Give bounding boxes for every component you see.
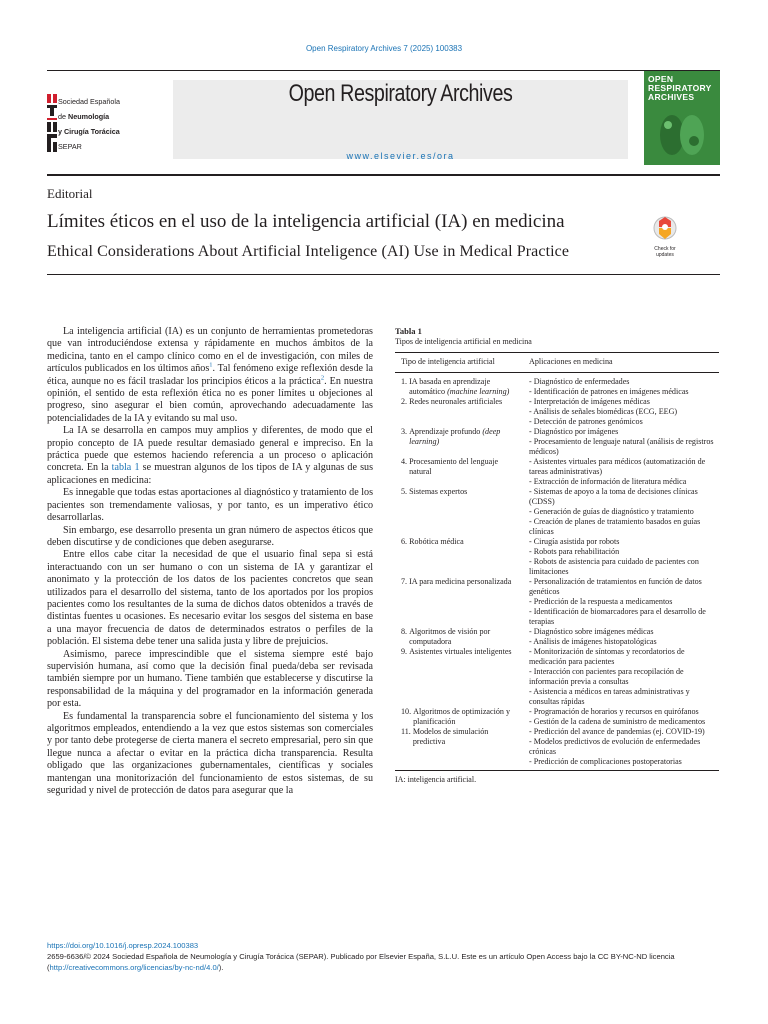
application-item: - Identificación de patrones en imágenes médicas	[529, 387, 689, 396]
ai-type-text: Modelos de simulación predictiva	[412, 727, 489, 746]
society-line-4: SEPAR	[58, 142, 82, 151]
paragraph-7: Es fundamental la transparencia sobre el funcionamiento del sistema y los algoritmos empleados, entendiendo a la vez que estos sistemas son comerciales y por tanto debe protegerse de cierta manera el secreto empresarial, pero sin que llegue nunca a afectar o evitar en la práctica dicha transparencia. Resulta obligado que las organizaciones gubernamentales, científicas y sociales mantengan una monitorización del funcionamiento de estos sistemas, de su seguridad y nivel de protección de datos para asegurar que la	[47, 710, 373, 797]
ai-type-cell	[395, 537, 523, 577]
table-row	[395, 647, 719, 707]
reference-1-link[interactable]: 1	[209, 361, 213, 369]
table-row	[395, 537, 719, 577]
crossmark-icon	[648, 215, 682, 241]
license-line	[47, 951, 720, 973]
application-item: - Robots de asistencia para cuidado de pacientes con limitaciones	[529, 557, 699, 576]
ai-type-cell	[395, 577, 523, 627]
ai-type-text: Algoritmos de optimización y planificación	[413, 707, 511, 726]
crossmark-label: Check for updates	[654, 246, 676, 258]
application-item: - Interpretación de imágenes médicas	[529, 397, 650, 406]
ai-type-text: Aprendizaje profundo	[409, 427, 483, 436]
ai-type-cell	[395, 457, 523, 487]
article-section: Editorial	[47, 186, 93, 201]
ai-type-english: (deep learning)	[409, 427, 501, 446]
reference-2-link[interactable]: 2	[320, 374, 325, 382]
ai-type-text: Procesamiento del lenguaje natural	[409, 457, 499, 476]
article-title-en: Ethical Considerations About Artificial Inteligence (AI) Use in Medical Practice	[47, 243, 570, 260]
title-bottom-rule	[47, 274, 720, 275]
applications-cell	[523, 707, 719, 727]
applications-cell	[523, 427, 719, 457]
p1-part-a: La inteligencia artificial (IA) es un conjunto de herramientas prometedoras que van introduciéndose extensa y rápidamente en muchos ámbitos de la medicina, tanto en el campo clínico como en el de investigación, con miles de artículos publicados en los últimos años	[47, 326, 373, 375]
application-item: - Procesamiento de lenguaje natural (análisis de registros médicos)	[529, 437, 714, 456]
body-text-column	[47, 326, 373, 797]
ai-type-number: 2.	[401, 397, 408, 406]
application-item: - Asistentes virtuales para médicos (automatización de tareas administrativas)	[529, 457, 706, 476]
applications-cell	[523, 577, 719, 627]
cover-title-line-3: ARCHIVES	[648, 92, 695, 102]
ai-type-number: 11.	[401, 727, 411, 736]
table-row	[395, 727, 719, 771]
table-header-row	[395, 353, 719, 373]
ai-type-number: 1.	[401, 377, 408, 386]
applications-cell	[523, 627, 719, 647]
ai-type-cell	[395, 487, 523, 537]
society-line-2-prefix: de	[58, 112, 68, 121]
society-line-1: Sociedad Española	[58, 97, 120, 106]
paragraph-2	[47, 425, 373, 487]
table-body	[395, 373, 719, 771]
table-header-apps: Aplicaciones en medicina	[529, 357, 613, 366]
application-item: - Generación de guías de diagnóstico y tratamiento	[529, 507, 694, 516]
applications-cell	[523, 647, 719, 707]
ai-type-cell	[395, 727, 523, 771]
journal-citation[interactable]: Open Respiratory Archives 7 (2025) 100383	[305, 44, 463, 53]
application-item: - Gestión de la cadena de suministro de medicamentos	[529, 717, 706, 726]
table-row	[395, 627, 719, 647]
ai-type-cell	[395, 707, 523, 727]
p2-part-b: se muestran algunos de los tipos de IA y algunas de sus aplicaciones en medicina:	[47, 462, 374, 486]
article-title-es: Límites éticos en el uso de la inteligencia artificial (IA) en medicina	[47, 211, 565, 232]
cover-lungs-icon	[654, 111, 710, 159]
ai-type-number: 7.	[401, 577, 408, 586]
ai-types-table	[395, 352, 719, 771]
ai-type-text: IA basada en aprendizaje automático	[409, 377, 491, 396]
application-item: - Diagnóstico de enfermedades	[529, 377, 630, 386]
application-item: - Interacción con pacientes para recopilación de información previa a consultas	[529, 667, 684, 686]
applications-cell	[523, 397, 719, 427]
ai-type-text: Sistemas expertos	[409, 487, 468, 496]
application-item: - Creación de planes de tratamiento basados en guías clínicas	[529, 517, 701, 536]
ai-type-number: 5.	[401, 487, 408, 496]
table-row	[395, 457, 719, 487]
ai-type-name	[407, 647, 519, 657]
application-item: - Diagnóstico sobre imágenes médicas	[529, 627, 654, 636]
table-header-type: Tipo de inteligencia artificial	[401, 357, 495, 366]
ai-type-cell	[395, 627, 523, 647]
society-line-2	[58, 109, 120, 124]
table-caption: Tipos de inteligencia artificial en medicina	[395, 337, 532, 346]
ai-type-number: 4.	[401, 457, 408, 466]
table-row	[395, 487, 719, 537]
application-item: - Análisis de imágenes histopatológicas	[529, 637, 657, 646]
paragraph-4: Sin embargo, ese desarrollo presenta un gran número de aspectos éticos que deben discutirse y de condiciones que deben asegurarse.	[47, 524, 373, 548]
table-1	[395, 326, 719, 784]
ai-type-text: Algoritmos de visión por computadora	[409, 627, 491, 646]
applications-cell	[523, 727, 719, 771]
paragraph-6: Asimismo, parece imprescindible que el sistema siempre esté bajo supervisión humana, así como que la decisión final pueda/deba ser revisada también siempre por un humano. Tiene también que establecerse y discutirse la responsabilidad de la máquina y del programador en la información generada por esta.	[47, 648, 373, 710]
application-item: - Robots para rehabilitación	[529, 547, 620, 556]
check-for-updates-button[interactable]	[648, 215, 682, 258]
page-footer	[47, 940, 720, 973]
application-item: - Sistemas de apoyo a la toma de decisiones clínicas (CDSS)	[529, 487, 698, 506]
ai-type-name	[407, 397, 519, 407]
application-item: - Predicción del avance de pandemias (ej. COVID-19)	[529, 727, 705, 736]
application-item: - Programación de horarios y recursos en quirófanos	[529, 707, 699, 716]
ai-type-cell	[395, 427, 523, 457]
application-item: - Identificación de biomarcadores para el desarrollo de terapias	[529, 607, 706, 626]
cover-title	[648, 75, 712, 102]
license-text: 2659-6636/© 2024 Sociedad Española de Neumología y Cirugía Torácica (SEPAR). Publicado por Elsevier España, S.L.U. Este es un artículo Open Access bajo la CC BY-NC-ND licencia (	[47, 952, 675, 972]
header-bottom-rule	[47, 174, 720, 176]
header-top-rule	[47, 70, 720, 71]
ai-type-number: 10.	[401, 707, 412, 716]
table-1-link[interactable]: tabla 1	[111, 462, 140, 474]
table-row	[395, 707, 719, 727]
application-item: - Predicción de la respuesta a medicamentos	[529, 597, 673, 606]
cover-title-line-2: RESPIRATORY	[648, 83, 712, 93]
ai-type-name	[407, 577, 519, 587]
ai-type-cell	[395, 397, 523, 427]
ai-type-cell	[395, 647, 523, 707]
ai-type-name	[407, 377, 519, 397]
ai-type-name	[407, 427, 519, 447]
ai-type-number: 8.	[401, 627, 408, 636]
application-item: - Asistencia a médicos en tareas administrativas y consultas rápidas	[529, 687, 690, 706]
paragraph-3: Es innegable que todas estas aportaciones al diagnóstico y tratamiento de los pacientes son tremendamente valiosas, y por tanto, es un imperativo ético desarrollarlas.	[47, 487, 373, 524]
society-name	[58, 94, 120, 154]
application-item: - Análisis de señales biomédicas (ECG, EEG)	[529, 407, 678, 416]
ai-type-name	[411, 707, 519, 727]
application-item: - Detección de patrones genómicos	[529, 417, 643, 426]
table-row	[395, 427, 719, 457]
application-item: - Personalización de tratamientos en función de datos genéticos	[529, 577, 702, 596]
table-row	[395, 373, 719, 398]
application-item: - Monitorización de síntomas y recordatorios de medicación para pacientes	[529, 647, 685, 666]
table-row	[395, 397, 719, 427]
cover-title-line-1: OPEN	[648, 74, 674, 84]
society-logo-block	[47, 71, 173, 165]
application-item: - Extracción de información de literatura médica	[529, 477, 687, 486]
ai-type-cell	[395, 373, 523, 398]
ai-type-text: Robótica médica	[409, 537, 464, 546]
paragraph-1	[47, 326, 373, 425]
journal-masthead	[173, 71, 628, 165]
ai-type-name	[411, 727, 519, 747]
journal-header	[47, 71, 720, 165]
society-line-3	[58, 124, 120, 139]
p1-part-c: . En nuestra opinión, el sentido de esta reflexión ética no es poner límites u objeciones al progreso, sino asegurar el bien común, aprovechando adecuadamente las potencialidades de la IA y evitando su mal uso.	[47, 375, 373, 424]
paragraph-5: Entre ellos cabe citar la necesidad de que el usuario final sepa si está interactuando con un ser humano o con un sistema de IA y garantizar el anonimato y la protección de los datos de los pacientes concretos que sean utilizados para el desarrollo del sistema, tanto de los aportados por los propios pacientes como los resultantes de la suma de dichos datos obtenidos a través de distintas fuentes u ocasiones. Es necesario evitar los sesgos del sistema en base a una mayor frecuencia de datos de determinados estratos o perfiles de la población. El sistema debe tener una salida justa y libre de prejuicios.	[47, 549, 373, 648]
license-url-link[interactable]: http://creativecommons.org/licencias/by-nc-nd/4.0/	[49, 963, 219, 972]
p1-part-b: . Tal fenómeno exige reflexión desde la ética, aunque no es fácil trasladar los principios éticos a la práctica	[47, 363, 373, 387]
society-line-2-bold: Neumología	[68, 112, 110, 121]
applications-cell	[523, 457, 719, 487]
ai-type-number: 6.	[401, 537, 408, 546]
ai-type-english: (machine learning)	[447, 387, 510, 396]
application-item: - Modelos predictivos de evolución de enfermedades crónicas	[529, 737, 701, 756]
application-item: - Predicción de complicaciones postoperatorias	[529, 757, 682, 766]
applications-cell	[523, 487, 719, 537]
journal-url-link[interactable]: www.elsevier.es/ora	[346, 151, 455, 161]
application-item: - Diagnóstico por imágenes	[529, 427, 619, 436]
ai-type-text: Asistentes virtuales inteligentes	[409, 647, 512, 656]
society-line-3-bold: y Cirugía Torácica	[58, 127, 120, 136]
applications-cell	[523, 537, 719, 577]
table-row	[395, 577, 719, 627]
ai-type-text: IA para medicina personalizada	[409, 577, 512, 586]
application-item: - Cirugía asistida por robots	[529, 537, 620, 546]
ai-type-name	[407, 627, 519, 647]
table-footnote: IA: inteligencia artificial.	[395, 775, 477, 784]
ai-type-text: Redes neuronales artificiales	[409, 397, 503, 406]
p2-part-a: La IA se desarrolla en campos muy amplios y diferentes, de modo que el propio concepto de IA puede resultar demasiado general e impreciso. En la práctica puede que estemos haciendo referencia a un proceso o aplicación concreta. En la	[47, 425, 373, 474]
doi-link[interactable]: https://doi.org/10.1016/j.opresp.2024.100383	[47, 941, 199, 950]
table-label: Tabla 1	[395, 326, 422, 336]
ai-type-name	[407, 537, 519, 547]
ai-type-number: 9.	[401, 647, 408, 656]
journal-title: Open Respiratory Archives	[288, 80, 513, 107]
license-end: ).	[218, 963, 224, 972]
journal-cover-image	[644, 71, 720, 165]
applications-cell	[523, 373, 719, 398]
ai-type-name	[407, 457, 519, 477]
ai-type-number: 3.	[401, 427, 408, 436]
ai-type-name	[407, 487, 519, 497]
